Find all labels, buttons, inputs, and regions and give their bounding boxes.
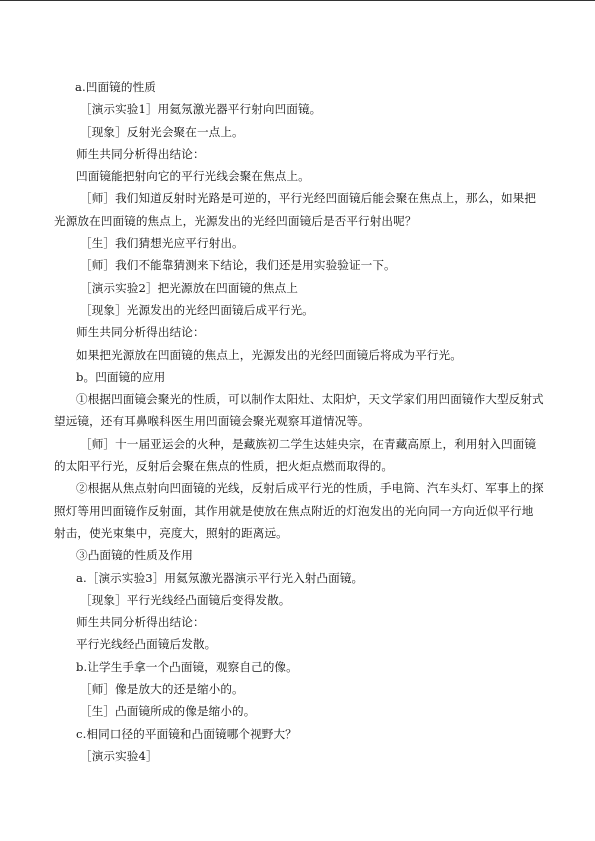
paragraph-experiment-3: a.［演示实验3］用氦氖激光器演示平行光入射凸面镜。 [76,570,364,585]
paragraph-phenomenon-2: ［现象］光源发出的光经凹面镜后成平行光。 [80,302,314,317]
paragraph-phenomenon-1: ［现象］反射光会聚在一点上。 [80,124,244,139]
paragraph-conclusion-intro-2: 师生共同分析得出结论： [76,325,205,340]
paragraph-phenomenon-3: ［现象］平行光线经凸面镜后变得发散。 [80,592,291,607]
paragraph-question-c: c.相同口径的平面镜和凸面镜哪个视野大？ [76,726,297,741]
paragraph-teacher-1: ［师］我们知道反射时光路是可逆的，平行光经凹面镜后能会聚在焦点上，那么，如果把光源放在凹面镜的焦点上，光源发出的光经凹面镜后是否平行射出呢？ [54,191,537,228]
paragraph-student-2: ［生］凸面镜所成的像是缩小的。 [80,704,256,719]
paragraph-activity-b: b.让学生手拿一个凸面镜，观察自己的像。 [76,659,298,674]
paragraph-experiment-2: ［演示实验2］把光源放在凹面镜的焦点上 [80,280,298,295]
paragraph-conclusion-2: 如果把光源放在凹面镜的焦点上，光源发出的光经凹面镜后将成为平行光。 [76,347,462,362]
paragraph-student-1: ［生］我们猜想光应平行射出。 [80,236,244,251]
paragraph-teacher-4: ［师］像是放大的还是缩小的。 [80,682,244,697]
subheading-concave-applications: b。凹面镜的应用 [76,369,166,384]
paragraph-conclusion-intro-3: 师生共同分析得出结论： [76,615,205,630]
paragraph-application-2: ②根据从焦点射向凹面镜的光线，反射后成平行光的性质，手电筒、汽车头灯、军事上的探照灯等用凹面镜作反射面，其作用就是使放在焦点附近的灯泡发出的光向同一方向近似平行地射击，使光束集中，亮度大，照射的距离远。 [54,481,544,540]
page-top-border [0,0,595,1]
paragraph-conclusion-intro-1: 师生共同分析得出结论： [76,146,205,161]
subheading-concave-properties: a.凹面镜的性质 [75,80,156,94]
paragraph-conclusion-1: 凹面镜能把射向它的平行光线会聚在焦点上。 [76,169,310,184]
document-body [54,76,544,767]
paragraph-application-1: ①根据凹面镜会聚光的性质，可以制作太阳灶、太阳炉，天文学家们用凹面镜作大型反射式望远镜，还有耳鼻喉科医生用凹面镜会聚光观察耳道情况等。 [54,392,544,429]
paragraph-experiment-4: ［演示实验4］ [80,748,158,763]
paragraph-conclusion-3: 平行光线经凸面镜后发散。 [76,637,217,652]
paragraph-experiment-1: ［演示实验1］用氦氖激光器平行射向凹面镜。 [80,102,322,117]
paragraph-teacher-3: ［师］十一届亚运会的火种，是藏族初二学生达娃央宗，在青藏高原上，利用射入凹面镜的太阳平行光，反射后会聚在焦点的性质，把火炬点燃而取得的。 [54,436,537,474]
paragraph-teacher-2: ［师］我们不能靠猜测来下结论，我们还是用实验验证一下。 [80,258,396,273]
subheading-convex-properties: ③凸面镜的性质及作用 [76,548,193,563]
